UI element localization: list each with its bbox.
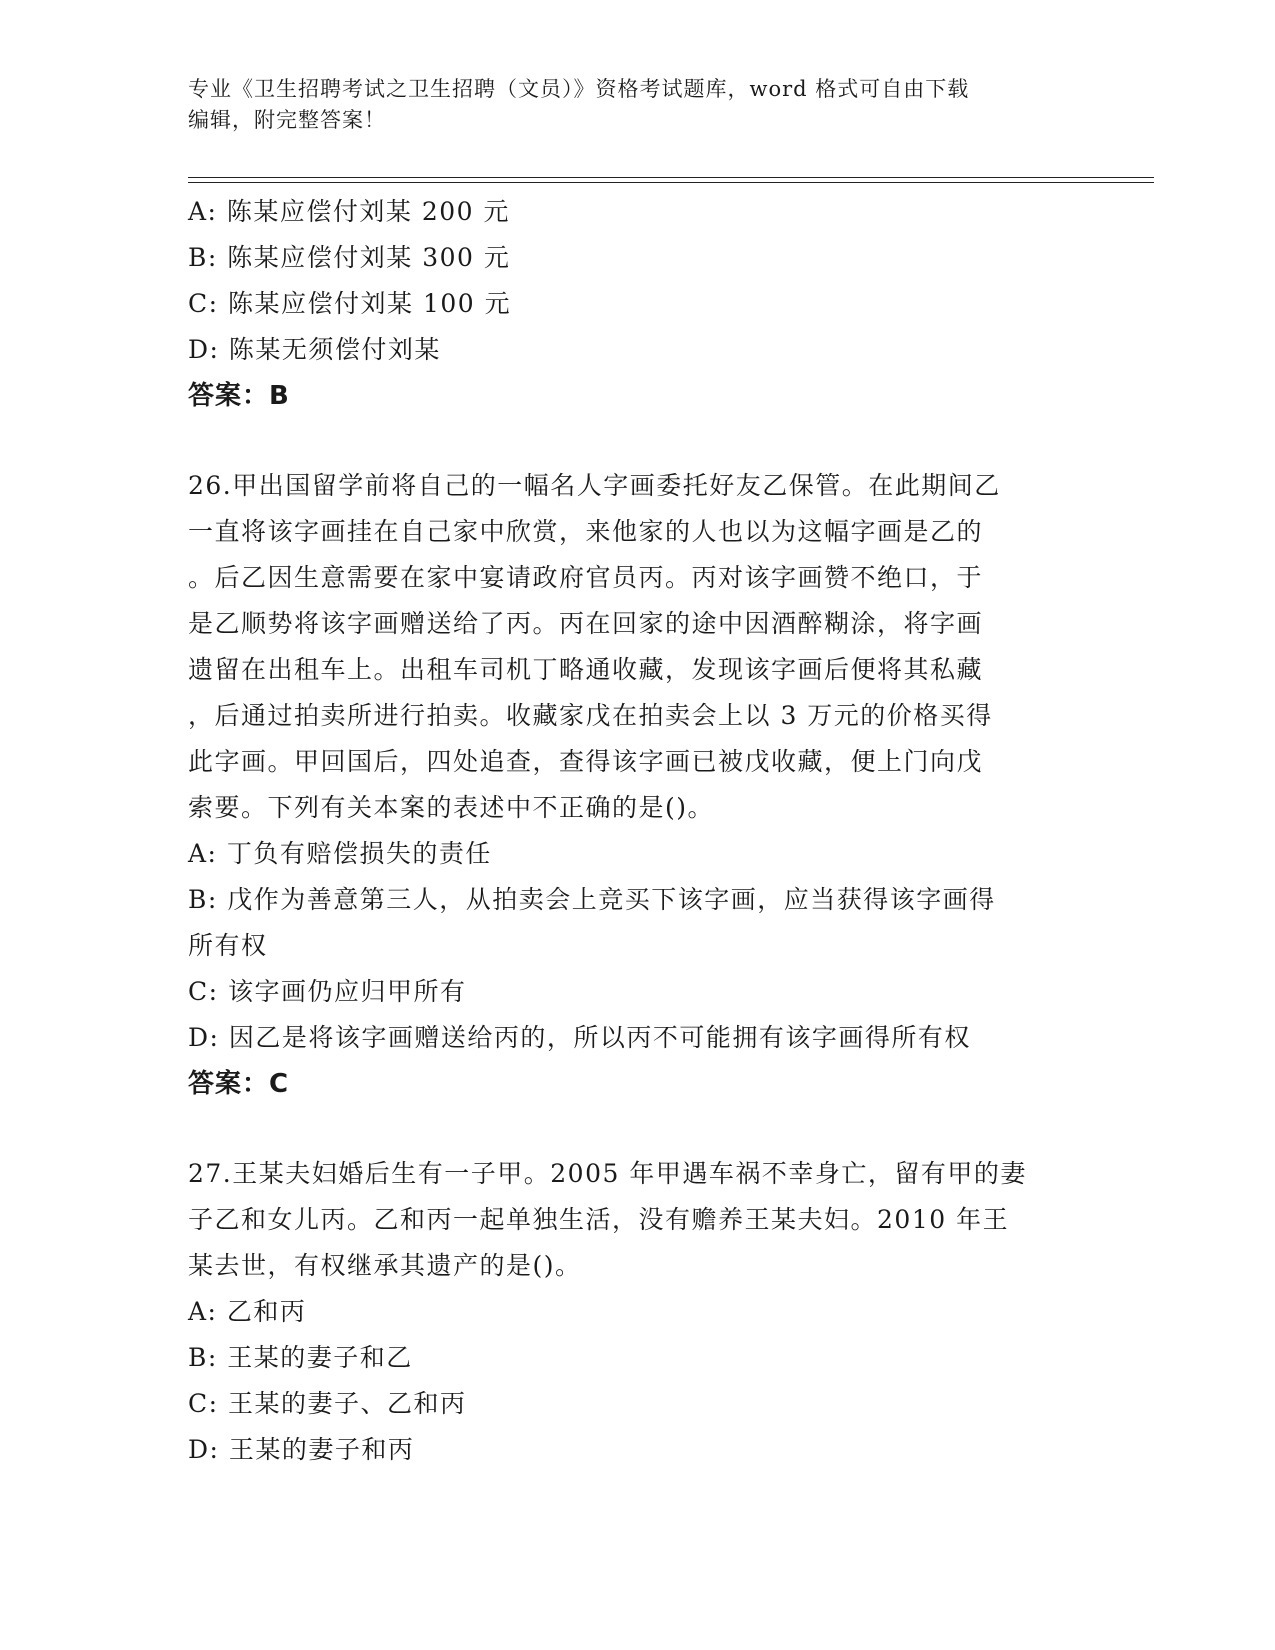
prev-question-answer: 答案：B xyxy=(188,381,290,411)
option-a: A: 丁负有赔偿损失的责任 xyxy=(188,839,492,868)
document-header xyxy=(188,74,1088,136)
question-26-stem-line: 一直将该字画挂在自己家中欣赏，来他家的人也以为这幅字画是乙的 xyxy=(188,517,984,546)
option-a: A: 陈某应偿付刘某 200 元 xyxy=(188,197,511,226)
question-26-stem-line: 。后乙因生意需要在家中宴请政府官员丙。丙对该字画赞不绝口，于 xyxy=(188,563,984,592)
option-c: C: 该字画仍应归甲所有 xyxy=(188,977,467,1006)
option-c: C: 陈某应偿付刘某 100 元 xyxy=(188,289,512,318)
question-26-stem-line: 是乙顺势将该字画赠送给了丙。丙在回家的途中因酒醉糊涂，将字画 xyxy=(188,609,984,638)
option-a: A: 乙和丙 xyxy=(188,1297,307,1326)
question-27-stem-line: 27.王某夫妇婚后生有一子甲。2005 年甲遇车祸不幸身亡，留有甲的妻 xyxy=(188,1159,1027,1188)
option-c: C: 王某的妻子、乙和丙 xyxy=(188,1389,467,1418)
question-26-stem-line: 此字画。甲回国后，四处追查，查得该字画已被戊收藏，便上门向戊 xyxy=(188,747,984,776)
prev-question-options xyxy=(188,189,1088,373)
option-b: B: 王某的妻子和乙 xyxy=(188,1343,413,1372)
spacer xyxy=(188,419,1088,463)
question-26-stem-line: 26.甲出国留学前将自己的一幅名人字画委托好友乙保管。在此期间乙 xyxy=(188,471,1001,500)
header-divider-top xyxy=(188,177,1154,178)
question-26-stem-line: 索要。下列有关本案的表述中不正确的是()。 xyxy=(188,793,715,822)
option-b: B: 陈某应偿付刘某 300 元 xyxy=(188,243,511,272)
question-26-stem-line: 遗留在出租车上。出租车司机丁略通收藏，发现该字画后便将其私藏 xyxy=(188,655,984,684)
header-line-1: 专业《卫生招聘考试之卫生招聘（文员）》资格考试题库，word 格式可自由下载 xyxy=(188,77,970,101)
spacer xyxy=(188,1107,1088,1151)
question-27-stem-line: 某去世，有权继承其遗产的是()。 xyxy=(188,1251,582,1280)
question-26-stem-line: ，后通过拍卖所进行拍卖。收藏家戊在拍卖会上以 3 万元的价格买得 xyxy=(188,701,993,730)
option-b: B: 戊作为善意第三人，从拍卖会上竞买下该字画，应当获得该字画得 xyxy=(188,885,996,914)
header-divider-bottom xyxy=(188,182,1154,183)
question-27 xyxy=(188,1151,1088,1473)
option-b-continued: 所有权 xyxy=(188,931,268,960)
question-content xyxy=(188,189,1088,1473)
question-26-answer: 答案：C xyxy=(188,1069,290,1099)
option-d: D: 陈某无须偿付刘某 xyxy=(188,335,441,364)
question-26 xyxy=(188,463,1088,1107)
question-27-stem-line: 子乙和女儿丙。乙和丙一起单独生活，没有赡养王某夫妇。2010 年王 xyxy=(188,1205,1010,1234)
header-line-2: 编辑，附完整答案！ xyxy=(188,108,386,132)
option-d: D: 王某的妻子和丙 xyxy=(188,1435,415,1464)
option-d: D: 因乙是将该字画赠送给丙的，所以丙不可能拥有该字画得所有权 xyxy=(188,1023,971,1052)
